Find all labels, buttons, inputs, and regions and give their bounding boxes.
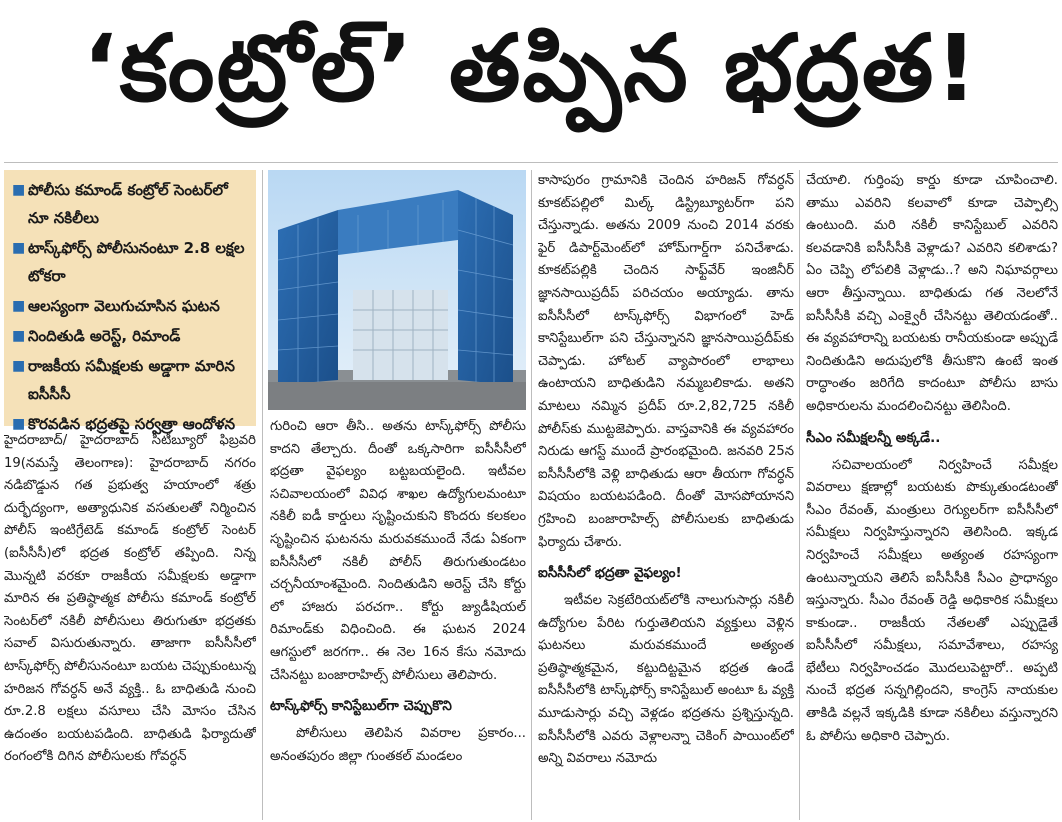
bullet-icon: ■ <box>12 182 26 198</box>
article-column-4 <box>806 170 1058 820</box>
page-title: ‘కంట్రోల్’ తప్పిన భద్రత! <box>82 15 980 122</box>
highlight-text: నిందితుడి అరెస్ట్, రిమాండ్ <box>28 327 181 345</box>
building-photo-icon <box>268 170 526 410</box>
article-column-2 <box>270 416 526 820</box>
highlight-text: ఆలస్యంగా వెలుగుచూసిన ఘటన <box>28 297 220 315</box>
article-column-3 <box>538 170 794 820</box>
bullet-icon: ■ <box>12 358 26 374</box>
highlight-text: కొరవడిన భద్రతపై సర్వత్రా ఆందోళన <box>28 415 235 433</box>
section-subhead: సీఎం సమీక్షలన్నీ అక్కడే.. <box>806 429 941 446</box>
highlight-item <box>12 292 250 320</box>
bullet-icon: ■ <box>12 240 26 256</box>
highlight-item <box>12 322 250 350</box>
section-subhead: ఐసీసీసీలో భద్రతా వైఫల్యం! <box>538 565 682 582</box>
article-paragraph: ఇటీవల సెక్రటేరియట్‌లోకి నాలుగుసార్లు నకిలీ ఉద్యోగుల పేరిట గుర్తుతెలియని వ్యక్తులు వెళ్లిన ఘటనలు మరువకముందే అత్యంత ప్రతిష్ఠాత్మకమైన, కట్టుదిట్టమైన భద్రత ఉండే ఐసీసీసీలోకి టాస్క్‌ఫోర్స్ కానిస్టేబుల్ అంటూ ఓ వ్యక్తి మూడుసార్లు వచ్చి వెళ్లడం భద్రతను ప్రశ్నిస్తున్నది. ఐసీసీసీలోకి ఎవరు వెళ్లాలన్నా చెకింగ్ పాయింట్‌లో అన్ని వివరాలు నమోదు <box>538 593 794 767</box>
headline-divider <box>4 162 1058 163</box>
article-paragraph: పోలీసులు తెలిపిన వివరాల ప్రకారం... అనంతపురం జిల్లా గుంతకల్ మండలం <box>270 726 526 764</box>
column-divider <box>262 170 263 820</box>
column-divider <box>531 170 532 820</box>
article-column-1 <box>4 430 256 820</box>
highlight-item <box>12 234 250 290</box>
article-paragraph: గురించి ఆరా తీసి.. అతను టాస్క్‌ఫోర్స్ పోలీసు కాదని తేల్చారు. దీంతో ఒక్కసారిగా ఐసీసీసీలో భద్రతా వైఫల్యం బట్టబయలైంది. ఇటీవల సచివాలయంలో వివిధ శాఖల ఉద్యోగులమంటూ నకిలీ ఐడీ కార్డులు సృష్టించుకుని కొందరు కలకలం సృష్టించిన ఘటనను మరువకముందే నేడు ఏకంగా ఐసీసీసీలో నకిలీ పోలీస్ తిరుగుతుండటం చర్చనీయాంశమైంది. నిందితుడిని అరెస్ట్ చేసి కోర్టు లో హాజరు పరచగా.. కోర్టు జ్యుడీషియల్ రిమాండ్‌కు విధించింది. ఈ ఘటన 2024 ఆగస్టులో జరగగా.. ఈ నెల 16న కేసు నమోదు చేసినట్టు బంజారాహిల్స్ పోలీసులు తెలిపారు. <box>270 419 526 683</box>
highlights-box <box>4 170 256 433</box>
bullet-icon: ■ <box>12 298 26 314</box>
article-paragraph: హైదరాబాద్/ హైదరాబాద్ సిటీబ్యూరో ఫిబ్రవరి 19(నమస్తే తెలంగాణ): హైదరాబాద్ నగరం నడిబొడ్డున గత ప్రభుత్వ హయాంలో శత్రు దుర్భేద్యంగా, అత్యాధునిక వసతులతో నిర్మించిన పోలీస్ ఇంటిగ్రేటెడ్ కమాండ్ కంట్రోల్ సెంటర్ (ఐసీసీసీ)లో భద్రత కంట్రోల్ తప్పింది. నిన్న మొన్నటి వరకూ రాజకీయ సమీక్షలకు అడ్డాగా మారిన ఈ ప్రతిష్ఠాత్మక పోలీసు కమాండ్ కంట్రోల్ సెంటర్‌లో నకిలీ పోలీసులు తిరుగుతూ భద్రతకు సవాల్ విసురుతున్నారు. తాజాగా ఐసీసీసీలో టాస్క్‌ఫోర్స్ పోలీసునంటూ బయట చెప్పుకుంటున్న హరిజన గోవర్ధన్ అనే వ్యక్తి.. ఓ బాధితుడి నుంచి రూ.2.8 లక్షలు వసూలు చేసి మోసం చేసిన ఉదంతం బయటపడింది. బాధితుడి ఫిర్యాదుతో రంగంలోకి దిగిన పోలీసులకు గోవర్ధన్ <box>4 433 256 765</box>
article-paragraph: కాసాపురం గ్రామానికి చెందిన హరిజన్ గోవర్ధన్ కూకట్‌పల్లిలో మిల్క్ డిస్ట్రిబ్యూటర్‌గా పని చేస్తున్నాడు. అతను 2009 నుంచి 2014 వరకు ఫైర్ డిపార్ట్‌మెంట్‌లో హోమ్‌గార్డ్‌గా పనిచేశాడు. కూకట్‌పల్లికి చెందిన సాఫ్ట్‌వేర్ ఇంజినీర్ జ్ఞానసాయిప్రదీప్ పరిచయం అయ్యాడు. తాను ఐసీసీసీలో టాస్క్‌ఫోర్స్ విభాగంలో హెడ్ కానిస్టేబుల్‌గా పని చేస్తున్నానని జ్ఞానసాయిప్రదీప్‌కు చెప్పాడు. హోటల్ వ్యాపారంలో లాభాలు ఉంటాయని బాధితుడిని నమ్మబలికాడు. అతని మాటలు నమ్మిన ప్రదీప్ రూ.2,82,725 నకిలీ పోలీస్‌కు ముట్టజెప్పారు. వాస్తవానికి ఈ వ్యవహారం నిరుడు ఆగస్ట్ ముందే ప్రారంభమైంది. జనవరి 25న ఐసీసీసీలోకి వెళ్లి బాధితుడు ఆరా తీయగా గోవర్ధన్ విషయం బయటపడింది. దీంతో మోసపోయానని గ్రహించి బంజారాహిల్స్ పోలీసులకు బాధితుడు ఫిర్యాదు చేశారు. <box>538 173 794 550</box>
bullet-icon: ■ <box>12 416 26 432</box>
section-subhead: టాస్క్‌ఫోర్స్ కానిస్టేబుల్‌గా చెప్పుకొని <box>270 698 452 715</box>
article-paragraph: సచివాలయంలో నిర్వహించే సమీక్షల వివరాలు క్షణాల్లో బయటకు పొక్కుతుండటంతో సీఎం రేవంత్, మంత్రులు రెగ్యులర్‌గా ఐసీసీసీలో సమీక్షలు నిర్వహిస్తున్నారని తెలిసింది. ఇక్కడ నిర్వహించే సమీక్షలు అత్యంత రహస్యంగా ఉంటున్నాయని తెలిసే ఐసీసీసీకి సీఎం ప్రాధాన్యం ఇస్తున్నారు. సీఎం రేవంత్ రెడ్డి అధికారిక సమీక్షలు కాకుండా.. రాజకీయ నేతలతో ఎప్పుడైతే ఐసీసీసీలో సమీక్షలు, సమావేశాలు, రహస్య భేటీలు నిర్వహించడం మొదలుపెట్టారో.. అప్పటి నుంచే భద్రత సన్నగిల్లిందని, కాంగ్రెస్ నాయకుల తాకిడి వల్లనే ఇక్కడికి కూడా నకిలీలు వస్తున్నారని ఓ పోలీసు అధికారి చెప్పారు. <box>806 457 1058 744</box>
column-divider <box>799 170 800 820</box>
highlight-item <box>12 352 250 408</box>
highlight-item <box>12 176 250 232</box>
highlight-text: రాజకీయ సమీక్షలకు అడ్డాగా మారిన ఐసీసీసీ <box>28 357 235 403</box>
highlight-text: పోలీసు కమాండ్ కంట్రోల్ సెంటర్‌లో నూ నకిలీలు <box>28 181 228 227</box>
bullet-icon: ■ <box>12 328 26 344</box>
highlight-text: టాస్క్‌ఫోర్స్ పోలీసునంటూ 2.8 లక్షల టోకరా <box>28 239 245 285</box>
article-paragraph: చేయాలి. గుర్తింపు కార్డు కూడా చూపించాలి. తాము ఎవరిని కలవాలో కూడా చెప్పాల్సి ఉంటుంది. మరి నకిలీ కానిస్టేబుల్ ఎవరిని కలవడానికి ఐసీసీసీకి వెళ్లాడు? ఎవరిని కలిశాడు? ఏం చెప్పి లోపలికి వెళ్లాడు..? అని నిఘావర్గాలు ఆరా తీస్తున్నాయి. బాధితుడు గత నెలలోనే ఐసీసీసీకి వచ్చి ఎంక్వైరీ చేసినట్టు తెలియడంతో.. ఈ వ్యవహారాన్ని బయటకు రానీయకుండా అప్పుడే నిందితుడిని అదుపులోకి తీసుకొని ఉంటే ఇంత రాద్ధాంతం జరిగేది కాదంటూ పోలీసు బాసు అధికారులను మందలించినట్టు తెలిసింది. <box>806 173 1058 414</box>
building-photo <box>268 170 526 410</box>
